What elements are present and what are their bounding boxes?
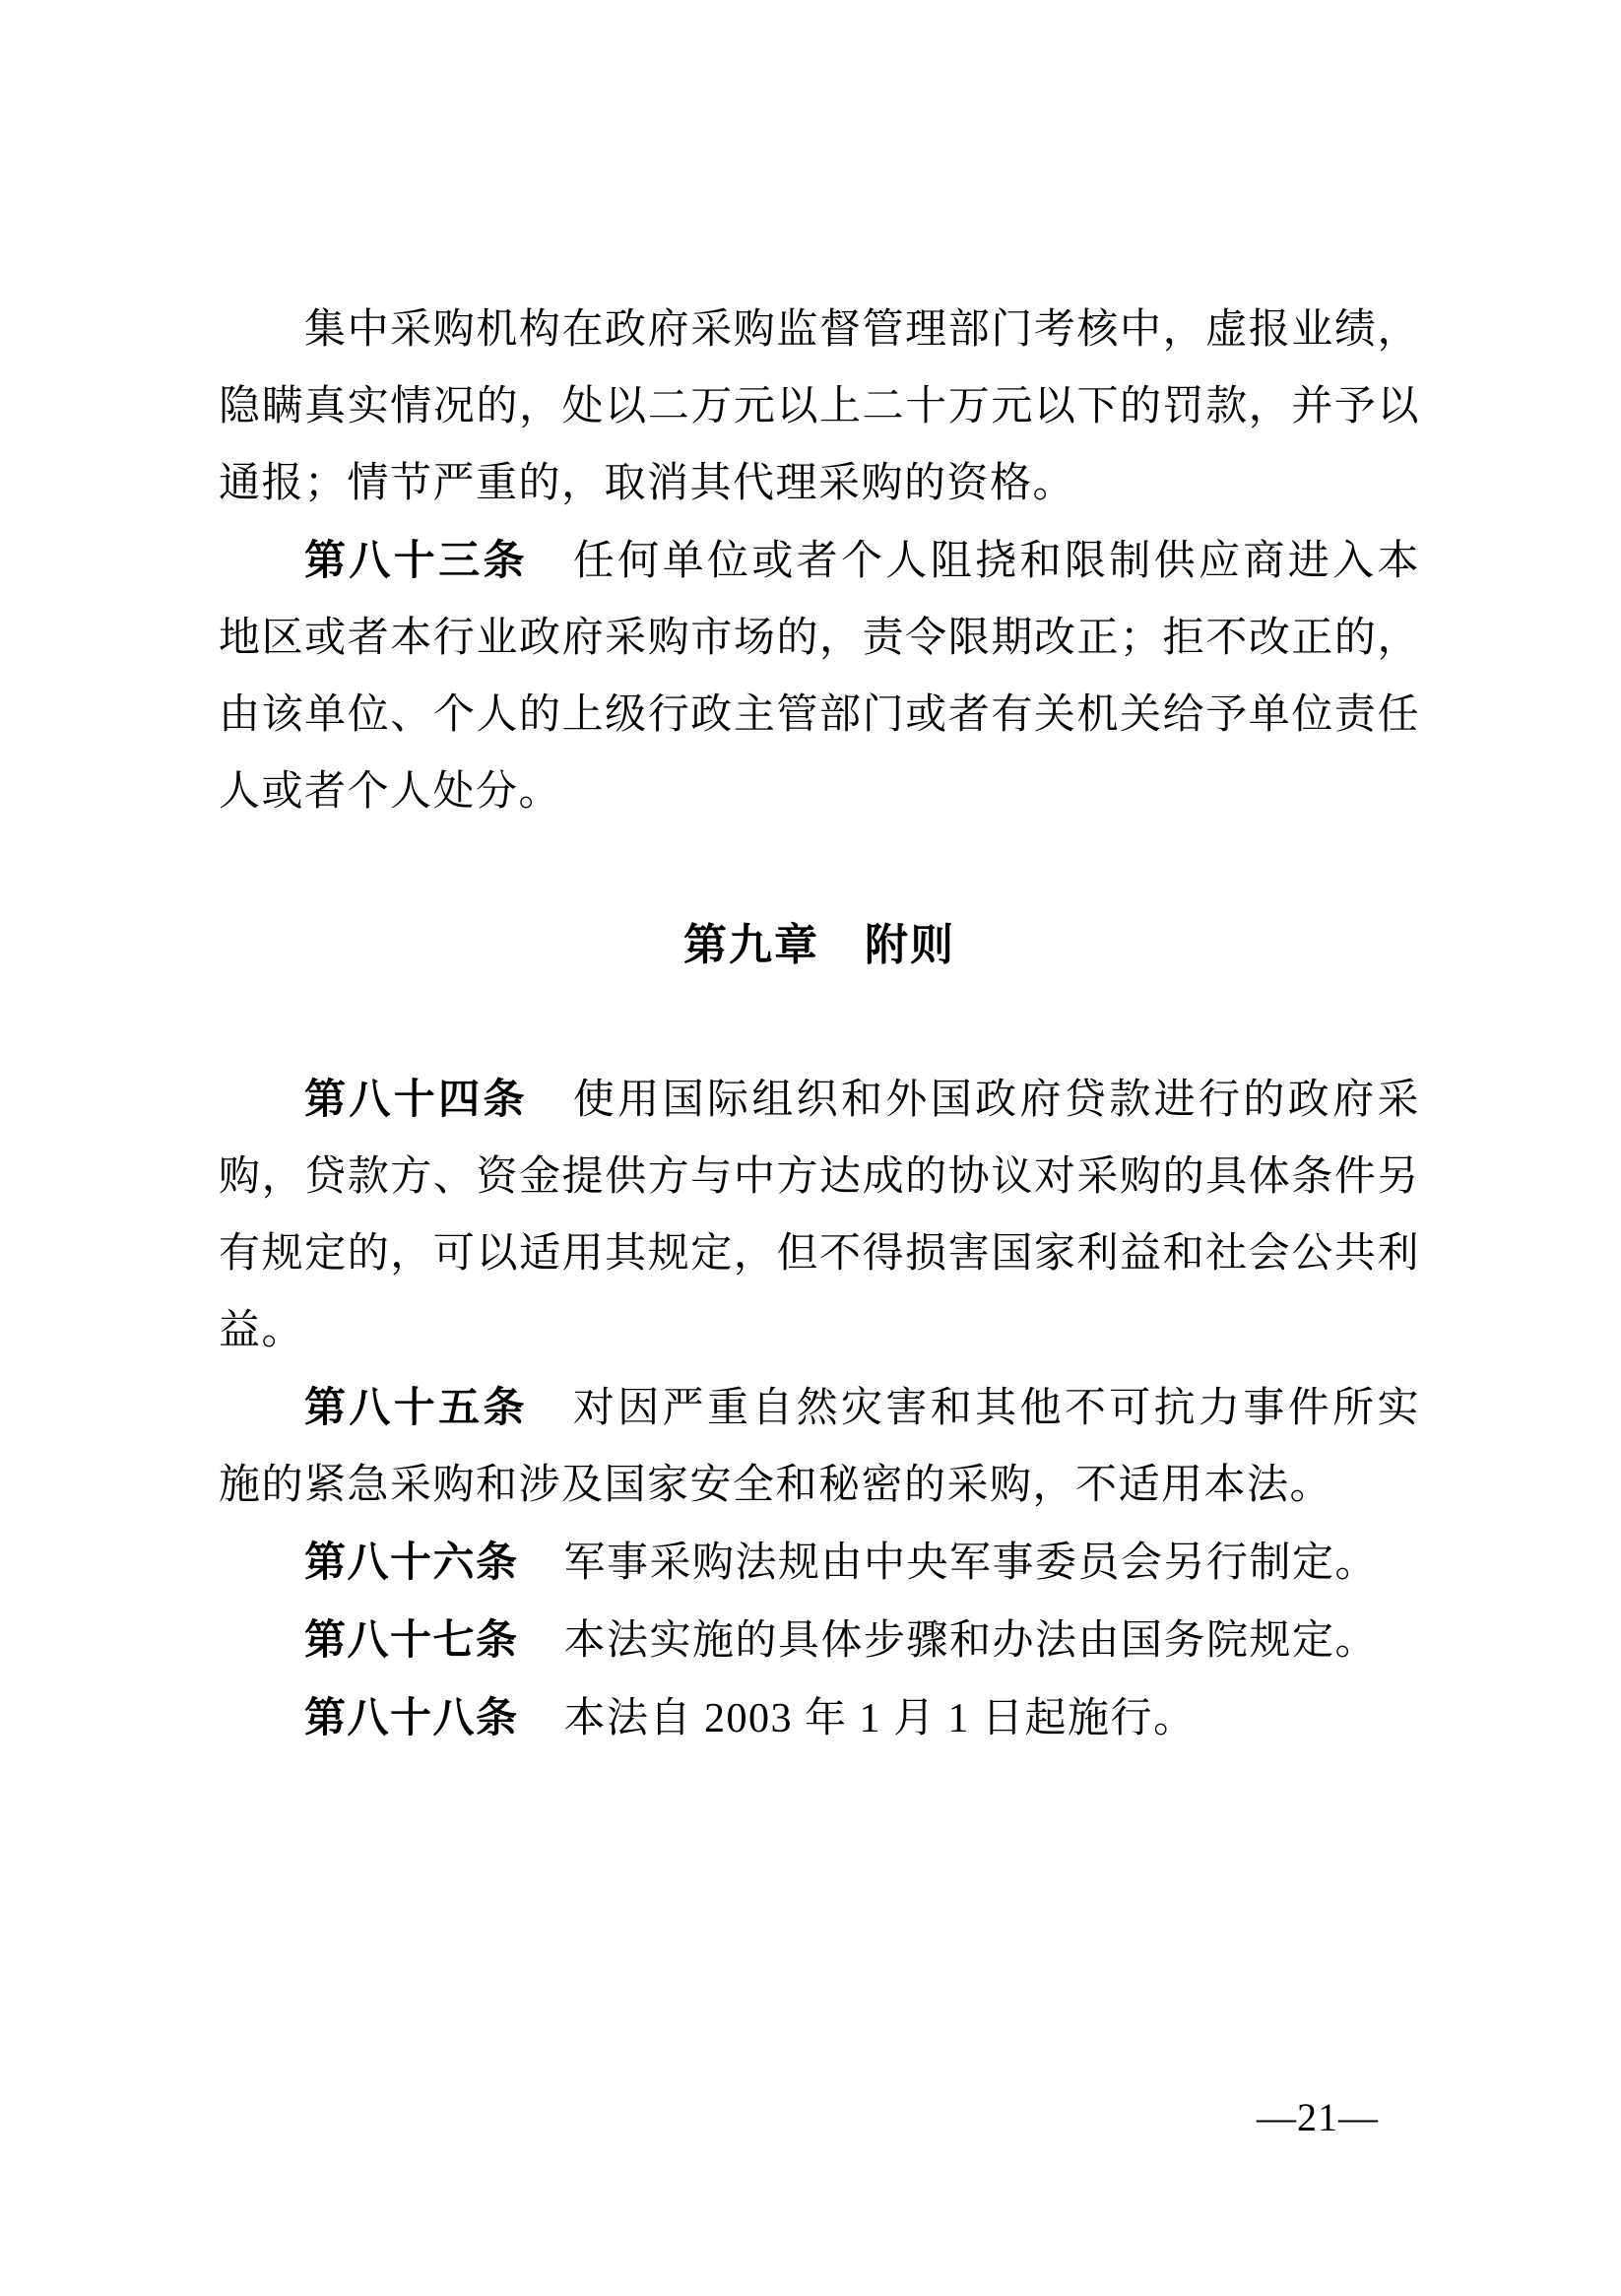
text-line [219, 1369, 1420, 1447]
line-text: 对因严重自然灾害和其他不可抗力事件所实 [572, 1386, 1420, 1431]
text-line: 隐瞒真实情况的，处以二万元以上二十万元以下的罚款，并予以 [219, 384, 1420, 429]
line-text: 任何单位或者个人阻挠和限制供应商进入本 [572, 539, 1420, 584]
line-text: 本法自 2003 年 1 月 1 日起施行。 [563, 1696, 1197, 1741]
text-line [219, 1061, 1420, 1139]
article-number-label: 第八十七条 [304, 1616, 519, 1663]
text-line: 由该单位、个人的上级行政主管部门或者有关机关给予单位责任 [219, 692, 1420, 738]
page-number: —21— [1257, 2095, 1379, 2139]
text-line: 购，贷款方、资金提供方与中方达成的协议对采购的具体条件另 [219, 1154, 1420, 1200]
paragraph [219, 1524, 1420, 1602]
line-text: 使用国际组织和外国政府贷款进行的政府采 [572, 1078, 1420, 1123]
text-line: 有规定的，可以适用其规定，但不得损害国家利益和社会公共利 [219, 1231, 1420, 1277]
paragraph [219, 292, 1420, 522]
text-line [219, 1679, 1420, 1757]
text-line: 通报；情节严重的，取消其代理采购的资格。 [219, 461, 1076, 506]
document-body [219, 292, 1420, 1757]
line-text: 军事采购法规由中央军事委员会另行制定。 [563, 1541, 1379, 1586]
article-number-label: 第八十四条 [304, 1076, 528, 1122]
paragraph [219, 1369, 1420, 1524]
paragraph [219, 522, 1420, 830]
paragraph [219, 1602, 1420, 1679]
article-number-label: 第八十六条 [304, 1539, 519, 1585]
line-text: 本法实施的具体步骤和办法由国务院规定。 [563, 1618, 1379, 1664]
paragraph [219, 1679, 1420, 1757]
article-number-label: 第八十五条 [304, 1384, 528, 1430]
article-number-label: 第八十八条 [304, 1694, 519, 1740]
text-line [219, 522, 1420, 600]
text-line [219, 1602, 1420, 1679]
text-line: 人或者个人处分。 [219, 769, 562, 815]
chapter-heading: 第九章 附则 [683, 921, 955, 969]
paragraph [219, 1061, 1420, 1369]
text-line: 地区或者本行业政府采购市场的，责令限期改正；拒不改正的， [219, 616, 1420, 661]
text-line: 施的紧急采购和涉及国家安全和秘密的采购，不适用本法。 [219, 1463, 1333, 1508]
text-line [219, 1524, 1420, 1602]
article-number-label: 第八十三条 [304, 537, 528, 583]
text-line: 益。 [219, 1308, 305, 1353]
text-line: 集中采购机构在政府采购监督管理部门考核中，虚报业绩， [304, 307, 1420, 353]
